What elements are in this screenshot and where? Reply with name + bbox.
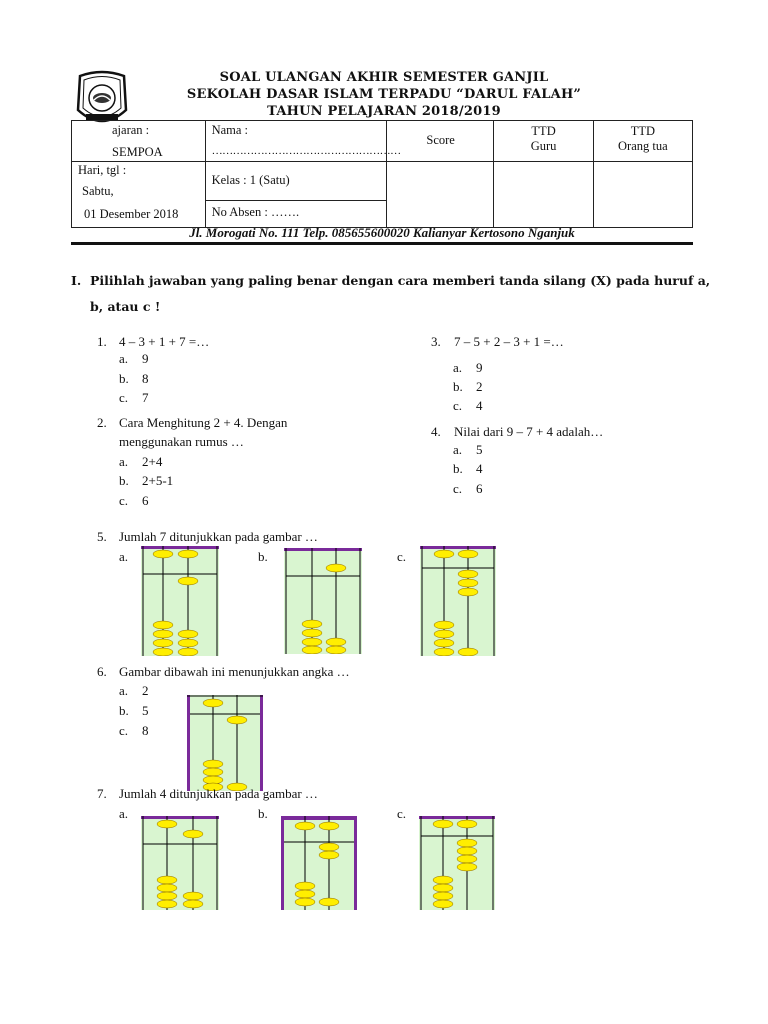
q6-number: 6.: [97, 664, 107, 679]
q4-option-c-letter[interactable]: c.: [453, 481, 463, 496]
q7-option-b-letter[interactable]: b.: [258, 806, 268, 821]
q6-option-a[interactable]: 2: [142, 683, 149, 698]
q3-option-b[interactable]: 2: [476, 379, 483, 394]
section-numeral: I.: [71, 273, 82, 288]
q3-number: 3.: [431, 334, 441, 349]
q6-abacus: [187, 695, 263, 791]
q7-abacus-a[interactable]: [141, 816, 219, 910]
q5-option-c-letter[interactable]: c.: [397, 549, 407, 564]
ttd-guru-sub: Guru: [530, 139, 557, 153]
q4-number: 4.: [431, 424, 441, 439]
q3-option-b-letter[interactable]: b.: [453, 379, 463, 394]
q5-abacus-b[interactable]: [284, 548, 362, 654]
q7-text: Jumlah 4 ditunjukkan pada gambar …: [119, 786, 318, 801]
q3-option-c[interactable]: 4: [476, 398, 483, 413]
q7-number: 7.: [97, 786, 107, 801]
school-address: Jl. Morogati No. 111 Telp. 085655600020 Kalianyar Kertosono Nganjuk: [189, 225, 575, 240]
q7-abacus-c[interactable]: [419, 816, 495, 910]
q6-option-c[interactable]: 8: [142, 723, 149, 738]
q1-option-c[interactable]: 7: [142, 390, 149, 405]
q2-option-a[interactable]: 2+4: [142, 454, 163, 469]
q3-option-a-letter[interactable]: a.: [453, 360, 463, 375]
q6-option-b[interactable]: 5: [142, 703, 149, 718]
q7-option-c-letter[interactable]: c.: [397, 806, 407, 821]
q5-option-a-letter[interactable]: a.: [119, 549, 129, 564]
q4-option-c[interactable]: 6: [476, 481, 483, 496]
q1-text: 4 – 3 + 1 + 7 =…: [119, 334, 210, 349]
q3-text: 7 – 5 + 2 – 3 + 1 =…: [454, 334, 564, 349]
class-label: Kelas : 1 (Satu): [211, 173, 290, 187]
header-title-2: SEKOLAH DASAR ISLAM TERPADU “DARUL FALAH”: [186, 87, 582, 102]
ttd-parent-label: TTD: [630, 124, 655, 138]
header-title-1: SOAL ULANGAN AKHIR SEMESTER GANJIL: [219, 70, 549, 85]
q1-number: 1.: [97, 334, 107, 349]
q1-option-a-letter[interactable]: a.: [119, 351, 129, 366]
q2-option-c-letter[interactable]: c.: [119, 493, 129, 508]
q1-option-c-letter[interactable]: c.: [119, 390, 129, 405]
q4-text: Nilai dari 9 – 7 + 4 adalah…: [454, 424, 604, 439]
q5-option-b-letter[interactable]: b.: [258, 549, 268, 564]
q6-option-a-letter[interactable]: a.: [119, 683, 129, 698]
q2-option-c[interactable]: 6: [142, 493, 149, 508]
q2-text-1: Cara Menghitung 2 + 4. Dengan: [119, 415, 288, 430]
day-value: Sabtu,: [82, 184, 114, 198]
q5-number: 5.: [97, 529, 107, 544]
q5-abacus-c[interactable]: [420, 546, 496, 656]
subject-value: SEMPOA: [112, 145, 163, 159]
q4-option-b[interactable]: 4: [476, 461, 483, 476]
q4-option-a[interactable]: 5: [476, 442, 483, 457]
q7-option-a-letter[interactable]: a.: [119, 806, 129, 821]
q7-abacus-b[interactable]: [281, 816, 357, 910]
instruction-line-1: Pilihlah jawaban yang paling benar dengan cara memberi tanda silang (X) pada huruf a,: [90, 273, 711, 288]
q6-option-c-letter[interactable]: c.: [119, 723, 129, 738]
q5-abacus-a[interactable]: [141, 546, 219, 656]
score-label: Score: [426, 133, 455, 147]
q2-option-b[interactable]: 2+5-1: [142, 473, 174, 488]
name-field[interactable]: ………………………………………………: [211, 145, 401, 157]
subject-label: ajaran :: [112, 123, 150, 137]
header-title-3: TAHUN PELAJARAN 2018/2019: [267, 104, 501, 119]
q2-number: 2.: [97, 415, 107, 430]
day-label: Hari, tgl :: [78, 163, 127, 177]
header-divider: [71, 242, 693, 245]
instruction-line-2: b, atau c !: [90, 299, 161, 314]
q5-text: Jumlah 7 ditunjukkan pada gambar …: [119, 529, 318, 544]
q2-option-b-letter[interactable]: b.: [119, 473, 129, 488]
q1-option-b-letter[interactable]: b.: [119, 371, 129, 386]
q2-option-a-letter[interactable]: a.: [119, 454, 129, 469]
q3-option-c-letter[interactable]: c.: [453, 398, 463, 413]
absen-label: No Absen : …….: [211, 205, 300, 219]
q1-option-a[interactable]: 9: [142, 351, 149, 366]
q2-text-2: menggunakan rumus …: [119, 434, 244, 449]
ttd-guru-label: TTD: [531, 124, 556, 138]
q4-option-b-letter[interactable]: b.: [453, 461, 463, 476]
q6-text: Gambar dibawah ini menunjukkan angka …: [119, 664, 350, 679]
name-label: Nama :: [211, 123, 249, 137]
q6-option-b-letter[interactable]: b.: [119, 703, 129, 718]
ttd-parent-sub: Orang tua: [618, 139, 668, 153]
student-info-table: [71, 120, 693, 228]
q1-option-b[interactable]: 8: [142, 371, 149, 386]
date-value: 01 Desember 2018: [84, 207, 179, 221]
q3-option-a[interactable]: 9: [476, 360, 483, 375]
q4-option-a-letter[interactable]: a.: [453, 442, 463, 457]
